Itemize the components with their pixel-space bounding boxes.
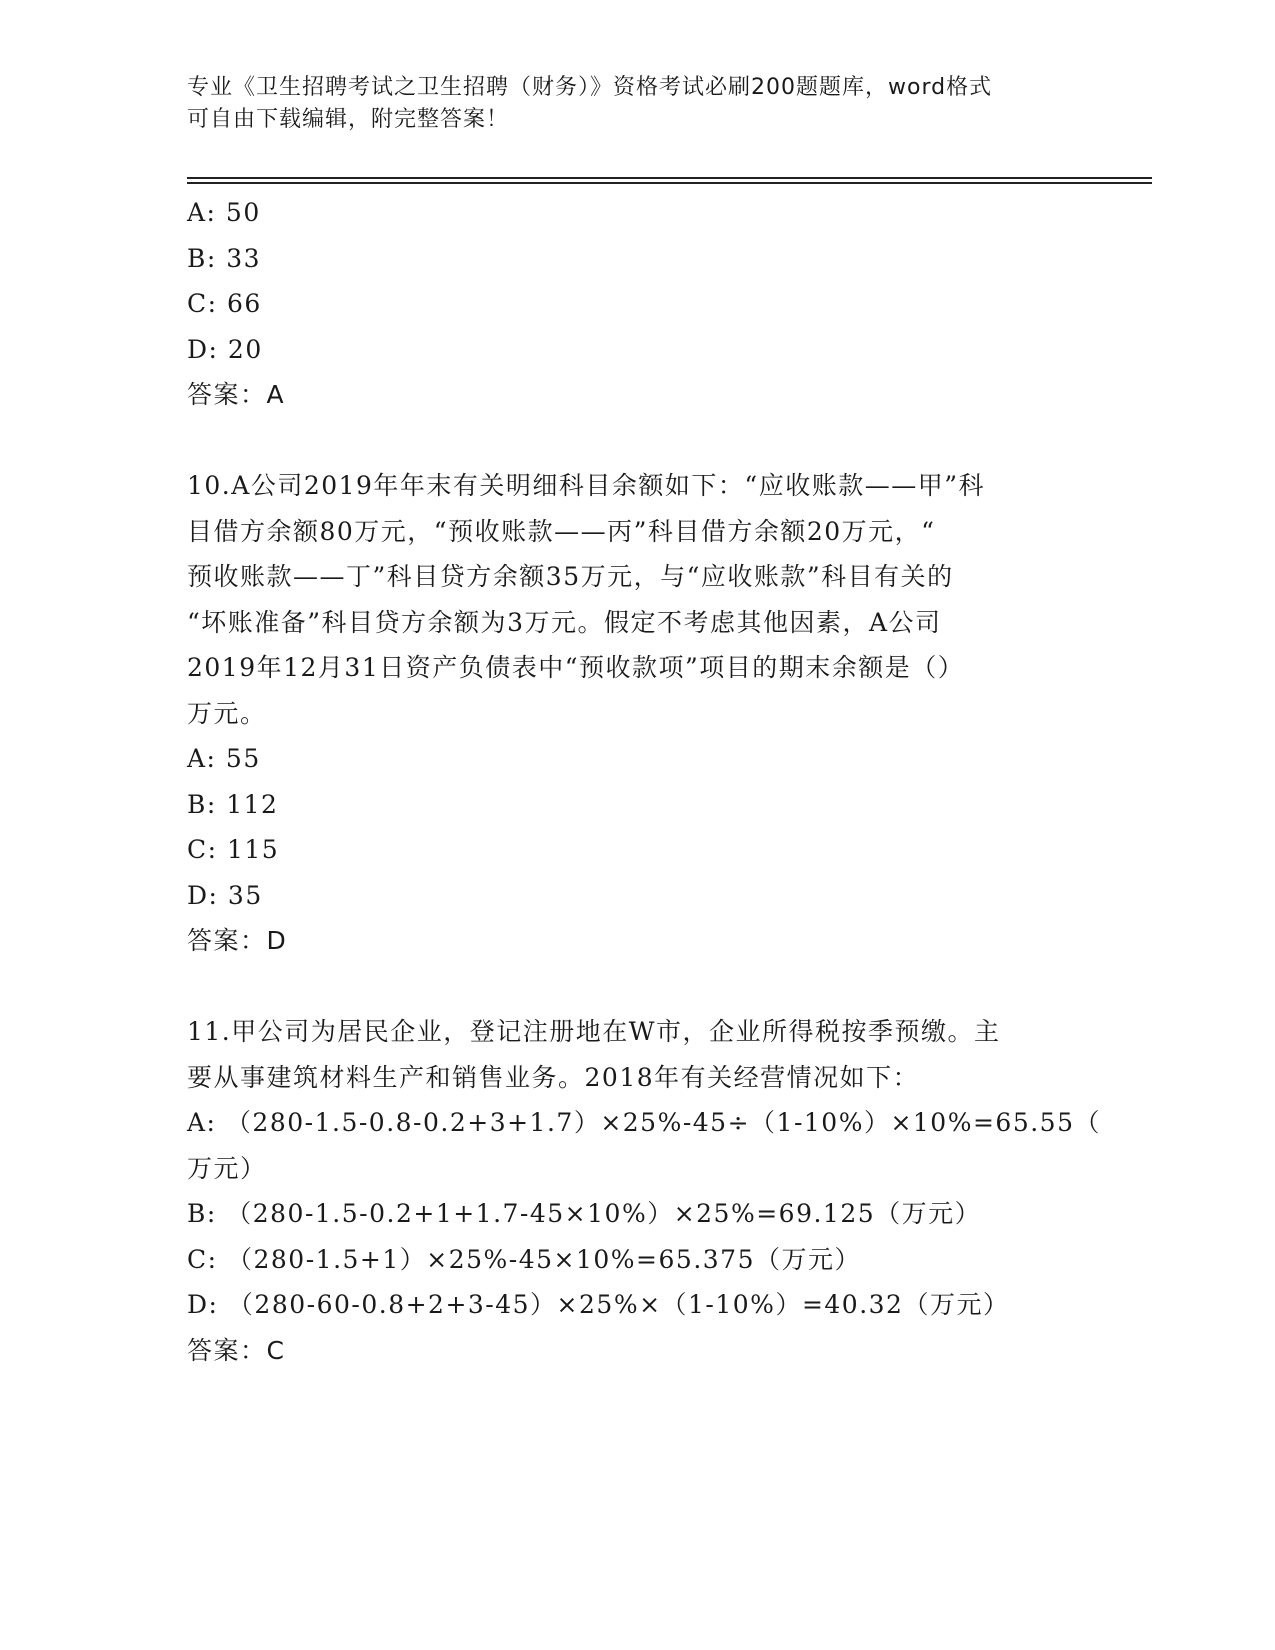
document-header [187,72,1067,136]
q10-option-d: D: 35 [187,880,263,910]
q9-option-d: D: 20 [187,334,263,364]
question-10 [187,463,1087,964]
q9-answer: 答案：A [187,380,286,409]
header-line-1: 专业《卫生招聘考试之卫生招聘（财务）》资格考试必刷200题题库，word格式 [187,75,993,100]
q10-stem-line: “坏账准备”科目贷方余额为3万元。假定不考虑其他因素，A公司 [187,607,942,637]
header-line-2: 可自由下载编辑，附完整答案！ [187,107,510,132]
spacer [187,964,1087,1010]
q11-stem [187,1009,1072,1100]
spacer [187,418,1087,464]
q10-stem-line: 目借方余额80万元，“预收账款——丙”科目借方余额20万元，“ [187,516,936,546]
q10-option-c: C: 115 [187,835,280,864]
q9-option-b: B: 33 [187,243,262,273]
q11-option-b: B: （280-1.5-0.2+1+1.7-45×10%）×25%=69.125（万元） [187,1199,982,1228]
q10-stem-line: 2019年12月31日资产负债表中“预收款项”项目的期末余额是（） [187,653,965,682]
header-divider-bottom [187,182,1152,184]
question-content [187,190,1101,1373]
q11-option-d: D: （280-60-0.8+2+3-45）×25%×（1-10%）=40.32（万元） [187,1290,1010,1319]
q11-stem-line: 11.甲公司为居民企业，登记注册地在W市，企业所得税按季预缴。主 [187,1017,1001,1046]
q10-answer: 答案：D [187,926,288,955]
q10-option-b: B: 112 [187,789,279,819]
q10-stem-line: 万元。 [187,698,267,728]
q9-option-a: A: 50 [187,198,261,227]
q10-stem [187,463,1072,736]
q11-option-a-continued: 万元） [187,1153,267,1183]
q11-option-a: A: （280-1.5-0.8-0.2+3+1.7）×25%-45÷（1-10%）×10%=65.55（ [187,1108,1101,1137]
header-divider-top [187,177,1152,179]
q10-stem-line: 10.A公司2019年年末有关明细科目余额如下：“应收账款——甲”科 [187,471,985,500]
q9-option-c: C: 66 [187,289,262,318]
question-9 [187,190,1087,418]
q11-answer: 答案：C [187,1335,286,1365]
q10-option-a: A: 55 [187,744,261,773]
q11-option-c: C: （280-1.5+1）×25%-45×10%=65.375（万元） [187,1244,861,1274]
question-11 [187,1009,1101,1373]
q11-stem-line: 要从事建筑材料生产和销售业务。2018年有关经营情况如下： [187,1062,920,1092]
q10-stem-line: 预收账款——丁”科目贷方余额35万元，与“应收账款”科目有关的 [187,562,954,591]
